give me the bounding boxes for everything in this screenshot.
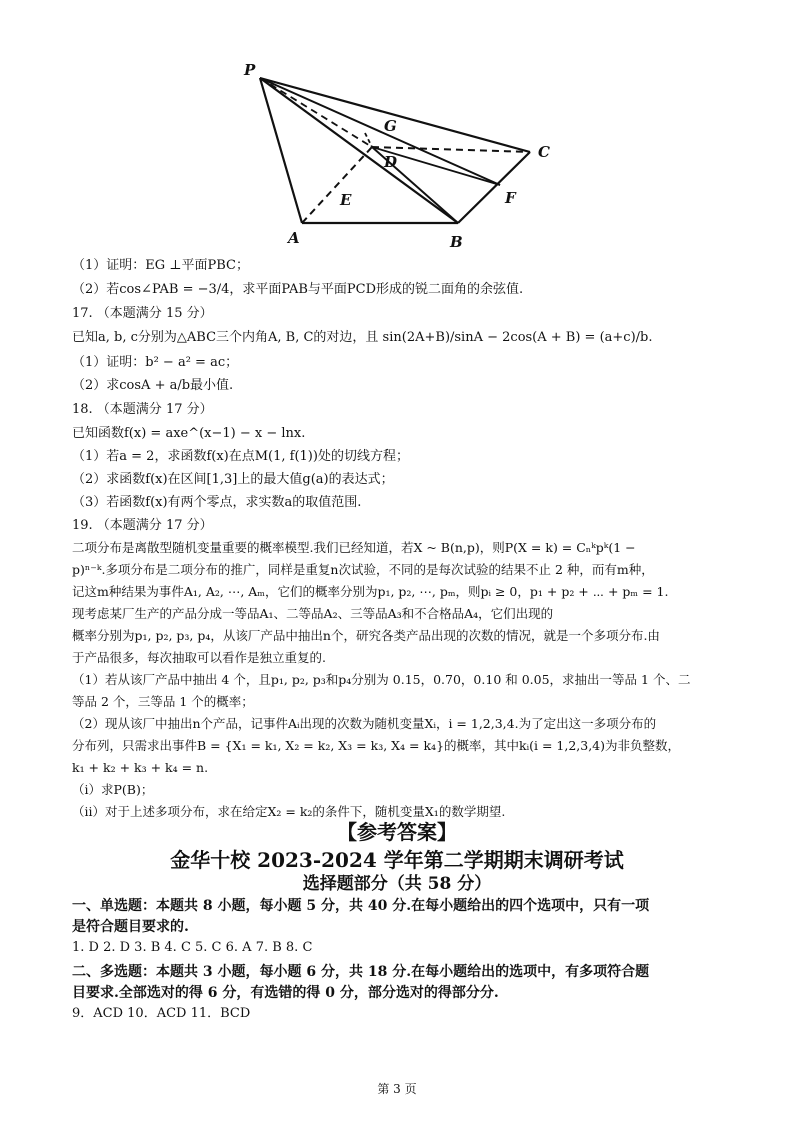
q17-part1: （1）证明：b² − a² = ac； [72,355,239,370]
q18-part1: （1）若a = 2，求函数f(x)在点M(1, f(1))处的切线方程； [72,449,409,464]
label-e: E [340,191,352,209]
q16-part2: （2）若cos∠PAB = −3/4，求平面PAB与平面PCD形成的锐二面角的余弦值. [72,282,524,297]
page-number: 第 3 页 [377,1082,417,1096]
single-choice-header-line2: 是符合题目要求的. [72,919,189,935]
q18-stem: 已知函数f(x) = axe^(x−1) − x − lnx. [72,426,306,441]
q17-part2: （2）求cosA + a/b最小值. [72,378,234,393]
label-c: C [538,143,550,161]
section-title: 选择题部分（共 58 分） [302,874,492,894]
pyramid-diagram [230,55,590,255]
q19-part1-line2: 等品 2 个，三等品 1 个的概率； [72,694,254,709]
q19-sub1: （ⅰ）求P(B)； [72,782,154,797]
q18-header: 18. （本题满分 17 分） [72,402,213,417]
label-d: D [384,153,398,171]
q19-paragraph-line1: 二项分布是离散型随机变量重要的概率模型.我们已经知道，若X ~ B(n,p)，则P(X = k) = Cₙᵏpᵏ(1 − [72,540,636,555]
label-a: A [288,229,300,247]
single-choice-answers: 1. D 2. D 3. B 4. C 5. C 6. A 7. B 8. C [72,940,313,955]
q19-paragraph-line4: 现考虑某厂生产的产品分成一等品A₁、二等品A₂、三等品A₃和不合格品A₄，它们出现的 [72,606,554,621]
label-f: F [505,189,516,207]
q19-part2-line2: 分布列，只需求出事件B = {X₁ = k₁, X₂ = k₂, X₃ = k₃, X₄ = k₄}的概率，其中kᵢ(i = 1,2,3,4)为非负整数， [72,738,681,753]
q19-part2-line3: k₁ + k₂ + k₃ + k₄ = n. [72,760,209,775]
label-b: B [450,233,463,251]
label-p: P [244,61,256,79]
q19-header: 19. （本题满分 17 分） [72,518,213,533]
q19-paragraph-line3: 记这m种结果为事件A₁, A₂, ⋯, Aₘ，它们的概率分别为p₁, p₂, ⋯, pₘ，则pᵢ ≥ 0，p₁ + p₂ + ⋯ + pₘ = 1. [72,584,669,599]
answers-heading: 【参考答案】 [337,820,457,844]
q19-sub2: （ⅱ）对于上述多项分布，求在给定X₂ = k₂的条件下，随机变量X₁的数学期望. [72,804,506,819]
q19-part2-line1: （2）现从该厂中抽出n个产品，记事件Aᵢ出现的次数为随机变量Xᵢ，i = 1,2,3,4.为了定出这一多项分布的 [72,716,657,731]
q19-paragraph-line2: p)ⁿ⁻ᵏ.多项分布是二项分布的推广，同样是重复n次试验，不同的是每次试验的结果不止 2 种，而有m种， [72,562,654,577]
pyramid-figure [230,55,590,255]
exam-title: 金华十校 2023-2024 学年第二学期期末调研考试 [170,848,624,872]
q17-stem: 已知a, b, c分别为△ABC三个内角A, B, C的对边，且 sin(2A+B)/sinA − 2cos(A + B) = (a+c)/b. [72,330,653,345]
multi-choice-header-line2: 目要求.全部选对的得 6 分，有选错的得 0 分，部分选对的得部分分. [72,985,499,1001]
q18-part2: （2）求函数f(x)在区间[1,3]上的最大值g(a)的表达式； [72,472,394,487]
q17-header: 17. （本题满分 15 分） [72,306,213,321]
multi-choice-header-line1: 二、多选题：本题共 3 小题，每小题 6 分，共 18 分.在每小题给出的选项中，有多项符合题 [72,964,650,980]
multi-choice-answers: 9．ACD 10．ACD 11．BCD [72,1006,251,1021]
label-g: G [384,117,397,135]
single-choice-header-line1: 一、单选题：本题共 8 小题，每小题 5 分，共 40 分.在每小题给出的四个选项中，只有一项 [72,898,650,914]
q16-part1: （1）证明：EG ⊥平面PBC； [72,258,249,273]
q19-part1-line1: （1）若从该厂产品中抽出 4 个，且p₁, p₂, p₃和p₄分别为 0.15，0.70，0.10 和 0.05，求抽出一等品 1 个、二 [72,672,691,687]
q18-part3: （3）若函数f(x)有两个零点，求实数a的取值范围. [72,495,362,510]
q19-paragraph-line5: 概率分别为p₁, p₂, p₃, p₄，从该厂产品中抽出n个，研究各类产品出现的次数的情况，就是一个多项分布.由 [72,628,660,643]
q19-paragraph-line6: 于产品很多，每次抽取可以看作是独立重复的. [72,650,326,665]
